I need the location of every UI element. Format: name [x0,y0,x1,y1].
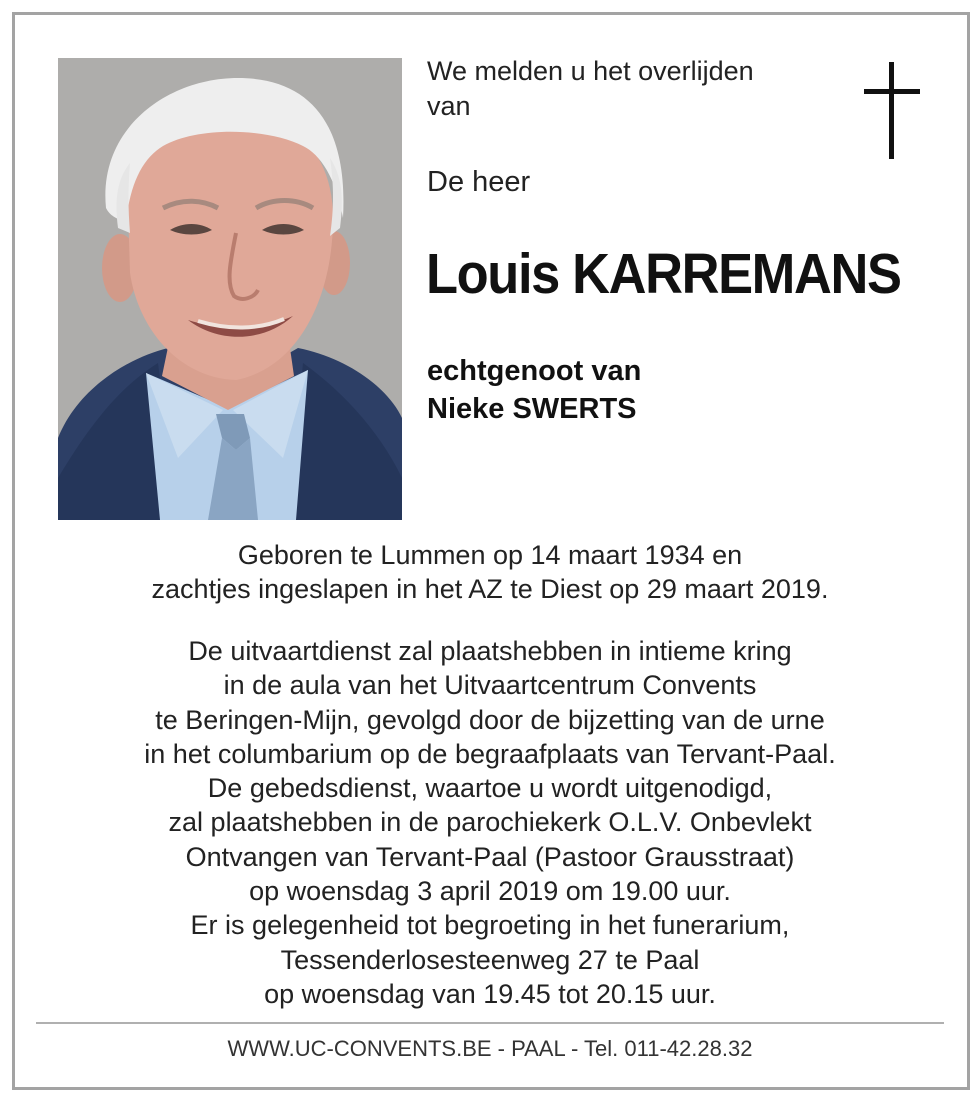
paragraph-line: Er is gelegenheid tot begroeting in het funerarium, [190,910,790,941]
footer-contact: WWW.UC-CONVENTS.BE - PAAL - Tel. 011-42.28.32 [227,1036,753,1061]
intro-text [427,54,847,124]
footer-divider [36,1022,944,1024]
honorific-title: De heer [427,166,531,198]
cross-icon [862,62,922,160]
paragraph-line: in het columbarium op de begraafplaats van Tervant-Paal. [144,738,836,769]
paragraph-line: De gebedsdienst, waartoe u wordt uitgenodigd, [207,773,773,804]
birth-death-paragraph [40,538,940,607]
portrait-photo [58,58,402,520]
paragraph-line: te Beringen-Mijn, gevolgd door de bijzetting van de urne [155,704,825,735]
intro-line: van [427,91,471,121]
intro-line: We melden u het overlijden [427,56,754,86]
paragraph-line: op woensdag 3 april 2019 om 19.00 uur. [249,876,731,907]
paragraph-line: Ontvangen van Tervant-Paal (Pastoor Grausstraat) [185,841,795,872]
paragraph-line: De uitvaartdienst zal plaatshebben in intieme kring [188,636,792,666]
paragraph-line: op woensdag van 19.45 tot 20.15 uur. [264,978,716,1009]
paragraph-line: zachtjes ingeslapen in het AZ te Diest op 29 maart 2019. [151,574,829,605]
paragraph-line: in de aula van het Uitvaartcentrum Convents [223,670,757,701]
paragraph-line: zal plaatshebben in de parochiekerk O.L.V. Onbevlekt [168,807,812,838]
paragraph-line: Geboren te Lummen op 14 maart 1934 en [237,540,743,570]
spouse-line: echtgenoot van [427,355,642,387]
spouse-text [427,352,641,428]
ceremony-paragraph [40,634,940,1011]
portrait-illustration [58,58,402,520]
deceased-name: Louis KARREMANS [426,242,901,306]
spouse-name: Nieke SWERTS [427,393,637,425]
paragraph-line: Tessenderlosesteenweg 27 te Paal [280,944,700,975]
